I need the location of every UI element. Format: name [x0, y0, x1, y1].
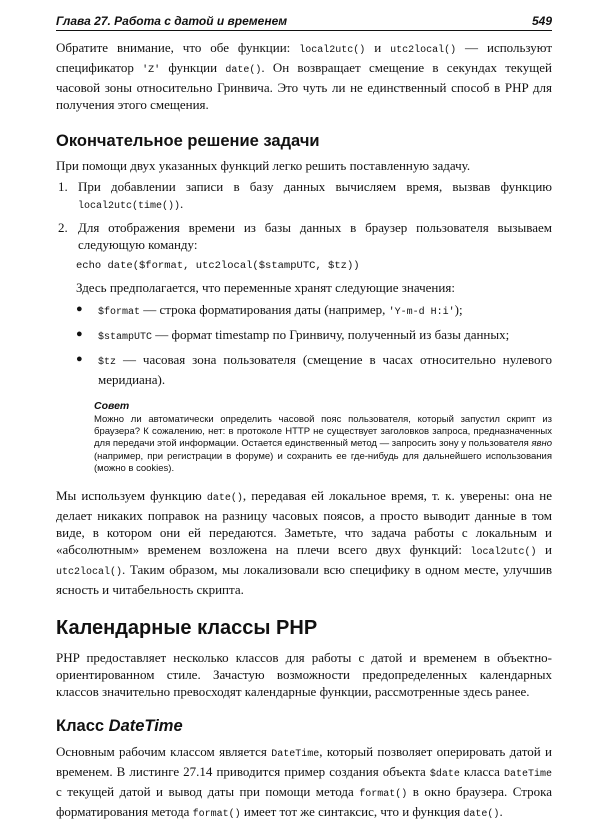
bullet-stamputc: [76, 326, 552, 346]
inline-code: utc2local(): [390, 45, 457, 56]
section-heading-datetime: [56, 716, 552, 736]
item-number: 2.: [58, 220, 68, 235]
inline-code: format(): [192, 809, 241, 821]
bullet-tz: [76, 351, 552, 388]
text-run: Можно ли автоматически определить часовой пояс пользователя, который запустил скрипт из браузера? К сожалению, нет: в протоколе HTTP не существует заголовков запроса, предназначенных для передачи этой информации. Остается единственный метод — запросить зону у пользователя: [94, 414, 552, 450]
emphasis: явно: [531, 438, 552, 450]
numbered-item-1: [56, 178, 552, 215]
section-heading-calendar-classes: Календарные классы PHP: [56, 617, 318, 640]
text-run: Обратите внимание, что обе функции:: [56, 40, 300, 55]
inline-code: local2utc(time()): [78, 201, 181, 212]
assumption-text: Здесь предполагается, что переменные хранят следующие значения:: [76, 280, 455, 295]
inline-code: date(): [206, 493, 243, 505]
tip-box: [94, 400, 552, 475]
text-run: и: [365, 40, 391, 55]
inline-code: format(): [359, 789, 408, 801]
inline-code: 'Y-m-d H:i': [388, 307, 455, 318]
text-run: — строка форматирования даты (например,: [140, 302, 389, 317]
text-run: . Он возвращает смещение в секундах текущей часовой зоны относительно Гринвича. Это чуть ли не единственный способ в PHP для получения этого смещения.: [56, 60, 553, 112]
text-run: (например, при регистрации в форуме) и сохранить ее где-нибудь для дальнейшего использования (можно в cookies).: [94, 450, 552, 474]
text-run: функции: [160, 60, 226, 75]
text-run: имеет тот же синтаксис, что и функция: [240, 804, 464, 820]
bullet-format: [76, 301, 552, 321]
bullet-dot-icon: ●: [76, 303, 83, 315]
text-run: — формат timestamp по Гринвичу, полученный из базы данных;: [152, 327, 510, 342]
text-run: — часовая зона пользователя (смещение в часах относительно нулевого меридиана).: [98, 352, 552, 387]
localization-paragraph: [56, 487, 552, 598]
item-text: Для отображения времени из базы данных в браузер пользователя вызываем следующую команду:: [78, 220, 552, 252]
bullet-text: [98, 326, 552, 346]
text-run: — используют спецификатор: [56, 40, 552, 75]
section-heading-final-solution: Окончательное решение задачи: [56, 132, 320, 150]
page-number: 549: [531, 14, 552, 28]
text-run: .: [499, 804, 503, 820]
item-number: 1.: [58, 179, 68, 194]
tip-body: [94, 414, 552, 475]
numbered-item-2: [56, 219, 552, 253]
text-run: в окно браузера. Строка форматирования метода: [56, 784, 552, 820]
inline-code: date(): [225, 65, 262, 76]
text-run: Класс: [56, 717, 109, 736]
inline-code: $tz: [98, 357, 117, 368]
text-run: класса: [459, 764, 504, 780]
bullet-dot-icon: ●: [76, 328, 83, 340]
chapter-title: Глава 27. Работа с датой и временем: [56, 14, 288, 28]
inline-code: $format: [98, 307, 141, 318]
text-run: , передавая ей локальное время, т. к. уверены: она не делает никаких поправок на разницу часовых поясов, а просто выводит данные в том виде, в котором они ей передаются. Заметьте, что задача работы с локальным и «абсолютным» временем возложена на плечи всего двух функций:: [56, 488, 552, 558]
text-run: Мы используем функцию: [56, 488, 207, 504]
section-lead: При помощи двух указанных функций легко решить поставленную задачу.: [56, 158, 471, 173]
text-run: и: [536, 542, 552, 558]
item-text: [78, 178, 552, 215]
inline-code: date(): [463, 809, 500, 821]
bullet-dot-icon: ●: [76, 353, 83, 365]
bullet-text: [98, 351, 552, 388]
text-run: При добавлении записи в базу данных вычисляем время, вызвав функцию: [78, 179, 552, 194]
emphasis: DateTime: [108, 717, 183, 736]
book-page: [56, 14, 552, 823]
inline-code: 'Z': [142, 65, 161, 76]
inline-code: utc2local(): [56, 567, 123, 579]
inline-code: $date: [429, 769, 460, 781]
text-run: с текущей датой и вывод даты при помощи метода: [56, 784, 360, 800]
text-run: . Таким образом, мы локализовали всю специфику в одном месте, улучшив ясность и читабельность скрипта.: [56, 562, 552, 598]
calendar-classes-paragraph: PHP предоставляет несколько классов для работы с датой и временем в объектно-ориентированном стиле. Зачастую возможности предопределенных календарных классов значительно превосходят календарные функции, рассмотренные здесь ранее.: [56, 650, 552, 700]
bullet-text: [98, 301, 552, 321]
inline-code: local2utc(): [299, 45, 366, 56]
inline-code: local2utc(): [470, 547, 537, 559]
text-run: Основным рабочим классом является: [56, 744, 272, 760]
running-header: [56, 14, 552, 31]
intro-paragraph: [56, 39, 552, 113]
text-run: , который позволяет оперировать датой и временем. В листинге 27.14 приводится пример создания объекта: [56, 744, 552, 780]
inline-code: DateTime: [271, 749, 320, 761]
inline-code: $stampUTC: [98, 332, 153, 343]
text-run: .: [180, 196, 184, 211]
text-run: );: [454, 302, 463, 317]
code-line: echo date($format, utc2local($stampUTC, $tz)): [76, 260, 360, 272]
tip-title: Совет: [94, 400, 130, 412]
inline-code: DateTime: [504, 769, 553, 781]
datetime-paragraph: [56, 743, 552, 823]
